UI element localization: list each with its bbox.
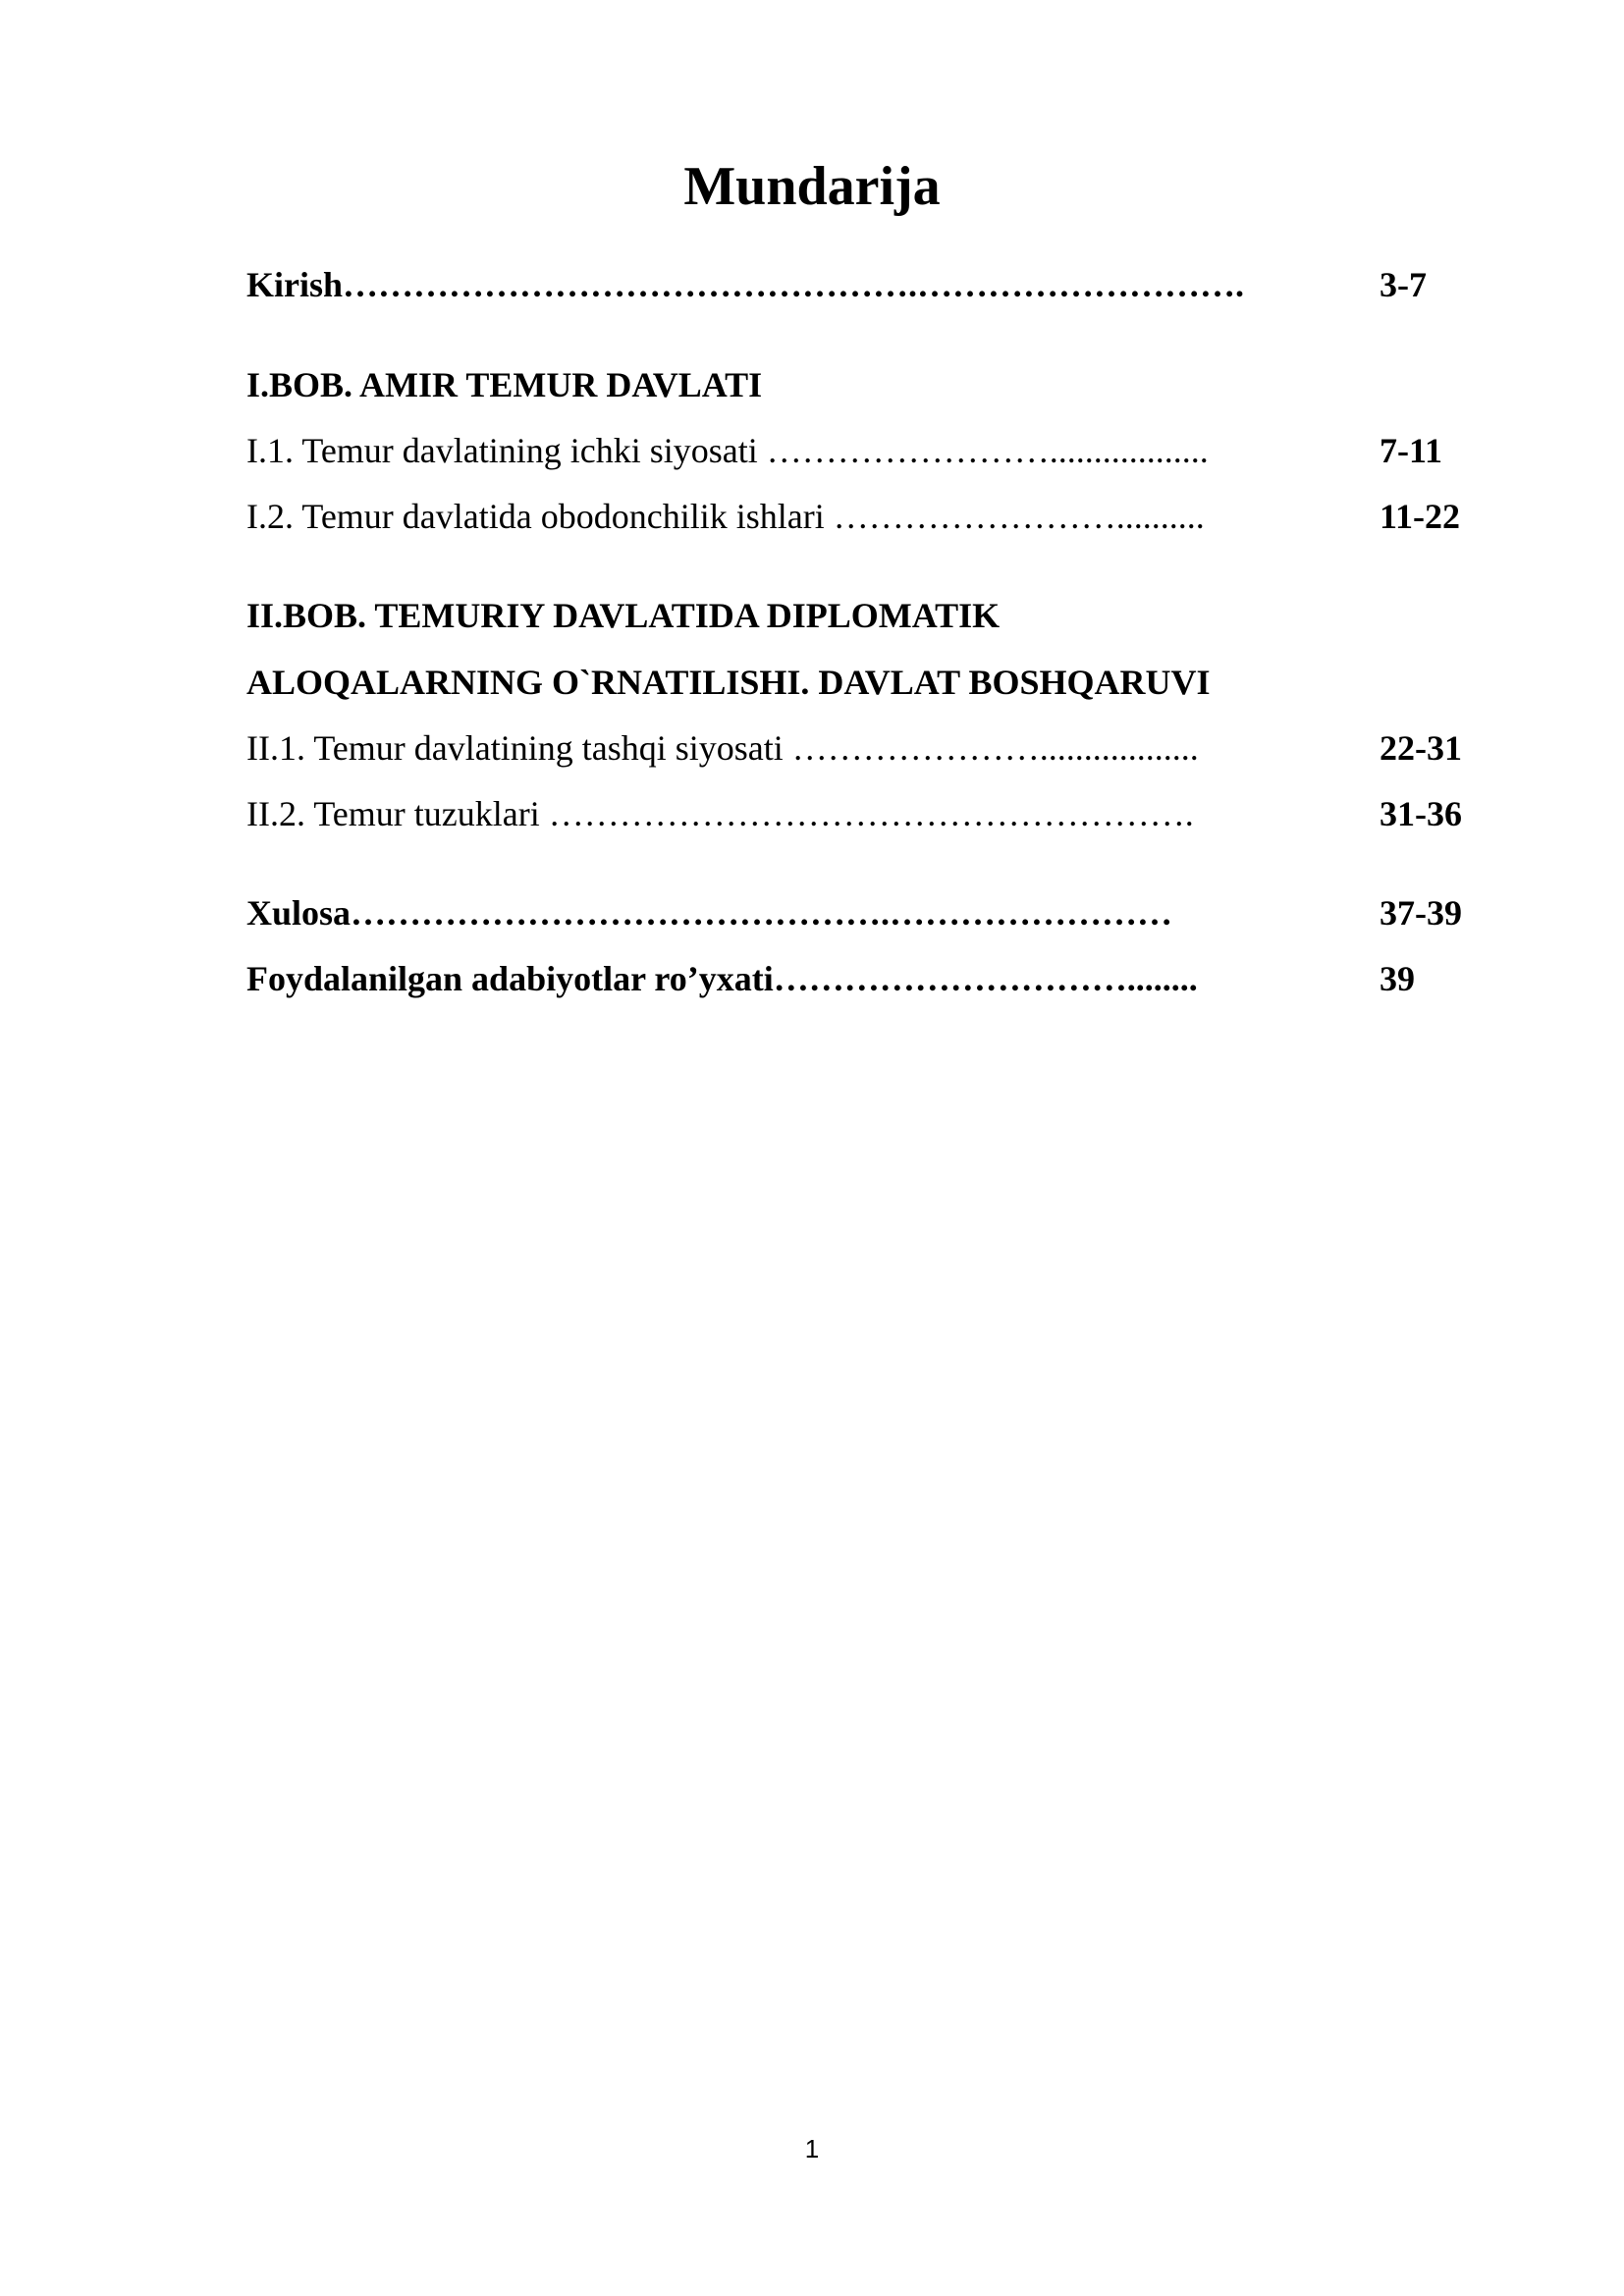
toc-entry-1-1: I.1. Temur davlatining ichki siyosati …………………….................. — [246, 431, 1209, 470]
toc-entry-intro: Kirish………………………………………….………………………. — [246, 265, 1245, 304]
toc-chapter-2-heading-line-2: ALOQALARNING O`RNATILISHI. DAVLAT BOSHQARUVI — [246, 663, 1211, 702]
toc-pages-2-1: 22-31 — [1380, 728, 1462, 768]
toc-pages-2-2: 31-36 — [1380, 794, 1462, 833]
toc-pages-1-1: 7-11 — [1380, 431, 1443, 470]
page-title: Mundarija — [683, 156, 941, 217]
toc-pages-references: 39 — [1380, 959, 1415, 998]
toc-entry-2-2: II.2. Temur tuzuklari ………………………………………………. — [246, 794, 1194, 833]
toc-entry-conclusion: Xulosa……………………………………….…………………… — [246, 893, 1173, 933]
toc-entry-1-2: I.2. Temur davlatida obodonchilik ishlari …………………….......... — [246, 497, 1205, 536]
toc-chapter-1-heading: I.BOB. AMIR TEMUR DAVLATI — [246, 365, 763, 404]
toc-pages-1-2: 11-22 — [1380, 497, 1461, 536]
page-number: 1 — [804, 2134, 820, 2163]
toc-pages-intro: 3-7 — [1380, 265, 1427, 304]
toc-entry-2-1: II.1. Temur davlatining tashqi siyosati ………………….................. — [246, 728, 1199, 768]
toc-entry-references: Foydalanilgan adabiyotlar ro’yxati…………………………........ — [246, 959, 1198, 998]
toc-pages-conclusion: 37-39 — [1380, 893, 1462, 933]
toc-chapter-2-heading-line-1: II.BOB. TEMURIY DAVLATIDA DIPLOMATIK — [246, 596, 1001, 635]
